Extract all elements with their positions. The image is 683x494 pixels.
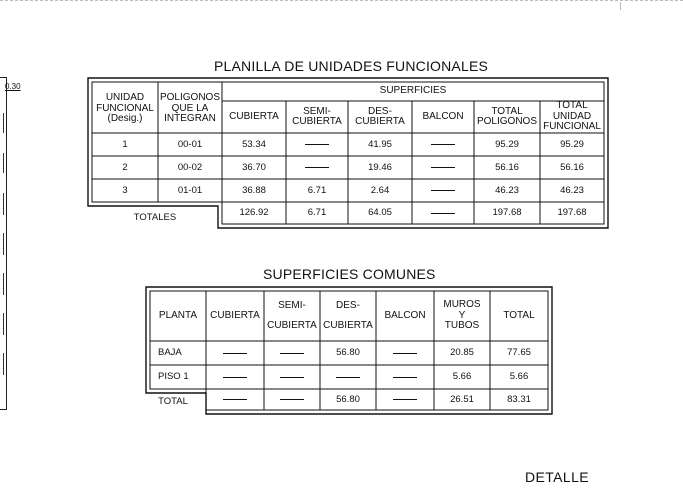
common-totals-label: TOTAL (158, 396, 188, 408)
units-totals-descubierta: 64.05 (368, 207, 392, 219)
units-row-1-balcon (412, 133, 474, 156)
units-row-3-poligono: 01-01 (177, 184, 203, 196)
units-table-title: PLANILLA DE UNIDADES FUNCIONALES (214, 58, 489, 74)
detail-label: DETALLE (525, 469, 590, 485)
units-row-1-total-poligonos: 95.29 (495, 138, 519, 150)
empty-value-dash (393, 353, 417, 354)
common-row-1-total: 77.65 (507, 347, 531, 359)
units-row-1-unidad: 1 (122, 138, 128, 150)
empty-value-dash (223, 377, 247, 378)
common-row-1-semicubierta (264, 341, 320, 365)
common-row-1-planta: BAJA (158, 347, 182, 359)
units-row-1-total-unidad: 95.29 (560, 138, 584, 150)
header-total-poligonos: TOTAL POLIGONOS (476, 105, 537, 127)
units-row-2-semicubierta (286, 156, 348, 179)
empty-value-dash (336, 377, 360, 378)
units-row-2-cubierta: 36.70 (242, 161, 266, 173)
common-row-1-cubierta (206, 341, 264, 365)
empty-value-dash (280, 353, 304, 354)
units-row-2-descubierta: 19.46 (368, 161, 392, 173)
header-semicubierta: SEMI- CUBIERTA (292, 105, 342, 127)
units-row-3-total-poligonos: 46.23 (495, 184, 519, 196)
common-table-title: SUPERFICIES COMUNES (263, 266, 436, 282)
empty-value-dash (280, 399, 304, 400)
units-row-1-cubierta: 53.34 (242, 138, 266, 150)
empty-value-dash (280, 377, 304, 378)
common-row-2-cubierta (206, 365, 264, 389)
common-header-descubierta: DES- CUBIERTA (323, 300, 373, 331)
header-poligonos: POLIGONOS QUE LA INTEGRAN (159, 92, 220, 125)
units-totals-total-unidad: 197.68 (557, 207, 587, 219)
common-totals-muros: 26.51 (450, 393, 474, 405)
units-row-1-poligono: 00-01 (177, 138, 203, 150)
header-balcon: BALCON (422, 110, 464, 122)
units-row-3-semicubierta: 6.71 (307, 184, 327, 196)
common-totals-semicubierta (264, 389, 320, 410)
common-totals-cubierta (206, 389, 264, 410)
units-totals-label: TOTALES (133, 212, 177, 224)
common-totals-total: 83.31 (507, 393, 531, 405)
common-header-planta: PLANTA (158, 309, 198, 321)
units-row-2-balcon (412, 156, 474, 179)
common-row-1-muros: 20.85 (450, 347, 474, 359)
units-row-3-descubierta: 2.64 (370, 184, 390, 196)
empty-value-dash (431, 213, 455, 214)
common-header-total: TOTAL (503, 309, 535, 321)
units-row-3-unidad: 3 (122, 184, 128, 196)
common-row-2-planta: PISO 1 (158, 371, 189, 383)
header-superficies: SUPERFICIES (379, 85, 447, 97)
common-row-1-descubierta: 56.80 (336, 347, 360, 359)
empty-value-dash (431, 144, 455, 145)
common-header-balcon: BALCON (384, 309, 426, 321)
common-row-2-semicubierta (264, 365, 320, 389)
units-row-3-total-unidad: 46.23 (560, 184, 584, 196)
dimension-label: 0.30 (5, 82, 21, 91)
empty-value-dash (305, 167, 329, 168)
common-row-1-balcon (376, 341, 434, 365)
empty-value-dash (431, 167, 455, 168)
header-total-unidad: TOTAL UNIDAD FUNCIONAL (543, 100, 601, 133)
common-row-2-balcon (376, 365, 434, 389)
common-header-cubierta: CUBIERTA (210, 309, 260, 321)
units-totals-cubierta: 126.92 (239, 207, 269, 219)
empty-value-dash (223, 353, 247, 354)
header-unidad-funcional: UNIDAD FUNCIONAL (Desig.) (96, 92, 154, 125)
common-row-2-muros: 5.66 (452, 371, 472, 383)
units-row-1-semicubierta (286, 133, 348, 156)
common-header-semicubierta: SEMI- CUBIERTA (267, 300, 317, 331)
units-totals-semicubierta: 6.71 (307, 207, 327, 219)
units-row-2-unidad: 2 (122, 161, 128, 173)
common-totals-balcon (376, 389, 434, 410)
header-descubierta: DES- CUBIERTA (355, 105, 405, 127)
empty-value-dash (393, 399, 417, 400)
units-row-3-balcon (412, 179, 474, 202)
common-row-2-descubierta (320, 365, 376, 389)
units-row-2-total-unidad: 56.16 (560, 161, 584, 173)
empty-value-dash (393, 377, 417, 378)
common-header-muros: MUROS Y TUBOS (443, 299, 481, 332)
empty-value-dash (305, 144, 329, 145)
empty-value-dash (223, 399, 247, 400)
header-cubierta: CUBIERTA (229, 110, 279, 122)
units-row-2-total-poligonos: 56.16 (495, 161, 519, 173)
common-row-2-total: 5.66 (509, 371, 529, 383)
units-totals-balcon (412, 202, 474, 224)
units-row-2-poligono: 00-02 (177, 161, 203, 173)
units-totals-total-poligonos: 197.68 (492, 207, 522, 219)
units-row-1-descubierta: 41.95 (368, 138, 392, 150)
common-totals-descubierta: 56.80 (336, 393, 360, 405)
empty-value-dash (431, 190, 455, 191)
units-row-3-cubierta: 36.88 (242, 184, 266, 196)
